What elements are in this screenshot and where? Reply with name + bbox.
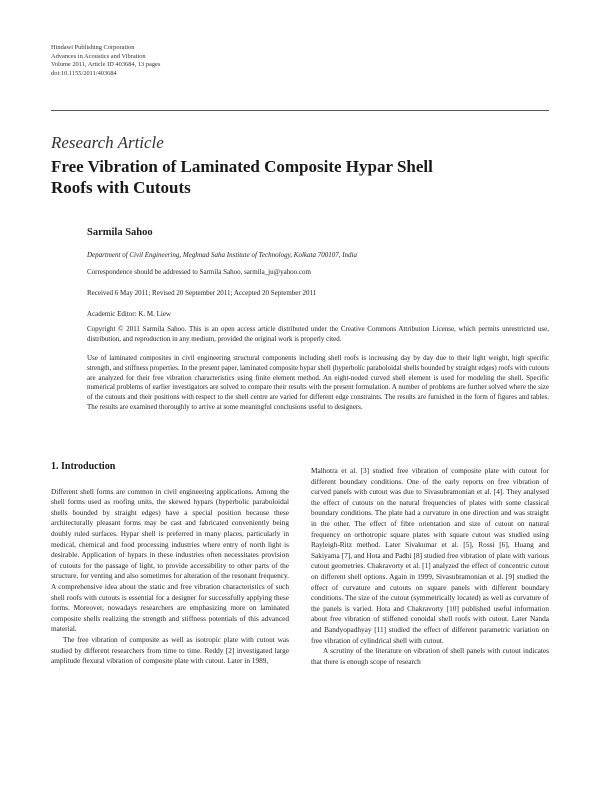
left-column	[51, 462, 289, 667]
section-heading: 1. Introduction	[51, 461, 116, 472]
abstract: Use of laminated composites in civil engineering structural components including shell roofs is increasing day by day due to their light weight, high specific strength, and stiffness properties. In the present paper, laminated composite hypar shell (hyperbolic paraboloidal shells bounded by straight edges) roofs with cutouts are analyzed for their free vibration characteristics using finite element method. An eight-noded curved shell element is used for modeling the shell. Specific numerical problems of earlier investigators are solved to compare their results with the present formulation. A number of problems are further solved where the size of the cutouts and their positions with respect to the shell centre are varied for different edge constraints. The results are furnished in the form of figures and tables. The results are examined thoroughly to arrive at some meaningful conclusions useful to designers.	[87, 354, 549, 411]
doi: doi:10.1155/2011/403684	[51, 69, 117, 77]
author-name: Sarmila Sahoo	[87, 227, 153, 238]
copyright-notice: Copyright © 2011 Sarmila Sahoo. This is an open access article distributed under the Creative Commons Attribution License, which permits unrestricted use, distribution, and reproduction in any medium, provided the original work is properly cited.	[87, 325, 549, 343]
right-column	[311, 466, 549, 667]
journal-name: Advances in Acoustics and Vibration	[51, 52, 146, 60]
article-title: Free Vibration of Laminated Composite Hypar Shell Roofs with Cutouts	[51, 157, 433, 197]
publication-info	[51, 44, 160, 78]
author-affiliation: Department of Civil Engineering, Meghnad Saha Institute of Technology, Kolkata 700107, India	[87, 251, 357, 259]
article-type: Research Article	[51, 133, 164, 152]
volume-info: Volume 2011, Article ID 403684, 13 pages	[51, 61, 161, 69]
academic-editor: Academic Editor: K. M. Liew	[87, 310, 171, 318]
correspondence-line: Correspondence should be addressed to Sarmila Sahoo, sarmila_ju@yahoo.com	[87, 268, 311, 276]
publisher-name: Hindawi Publishing Corporation	[51, 44, 135, 51]
body-paragraph: A scrutiny of the literature on vibration of shell panels with cutout indicates that there is enough scope of research	[311, 646, 549, 666]
submission-dates: Received 6 May 2011; Revised 20 September 2011; Accepted 20 September 2011	[87, 289, 317, 297]
body-paragraph: Malhotra et al. [3] studied free vibration of composite plate with cutout for different boundary conditions. One of the early reports on free vibration of curved panels with cutout was due to Sivasubramonian et al. [4]. They analysed the effect of cutouts on the natural frequencies of plates with some classical boundary conditions. The plate had a curvature in one direction and was straight in the other. The effect of fibre orientation and size of cutout on natural frequency on orthotropic square plates with square cutout was studied using Rayleigh-Ritz method. Later Sivakumar et al. [5], Rossi [6], Huang and Sakiyama [7], and Hota and Padhi [8] studied free vibration of plate with various cutout geometries. Chakravorty et al. [1] analyzed the effect of concentric cutout on different shell options. Again in 1999, Sivasubramonian et al. [9] studied the effect of curvature and cutouts on square panels with different boundary conditions. The size of the cutout (symmetrically located) as well as curvature of the panels is varied. Hota and Chakravorty [10] published useful information about free vibration of stiffened conoidal shell roofs with cutout. Later Nanda and Bandyopadhyay [11] studied the effect of different parametric variation on free vibration of cylindrical shell with cutout.	[311, 466, 549, 645]
body-paragraph: The free vibration of composite as well as isotropic plate with cutout was studied by different researchers from time to time. Reddy [2] investigated large amplitude flexural vibration of composite plate with cutout. Later in 1989,	[51, 634, 289, 666]
body-paragraph: Different shell forms are common in civil engineering applications. Among the shell forms used as roofing units, the skewed hypars (hyperbolic paraboloidal shells bounded by straight edges) have a special position because these architecturally pleasant forms may be cast and fabricated conveniently being doubly ruled surfaces. Hypar shell is preferred in many places, particularly in medical, chemical and food processing industries where entry of north light is desirable. Application of hypars in these industries often necessitates provision of cutouts for the passage of light, to provide accessibility to other parts of the structure, for venting and also sometimes for alteration of the resonant frequency. A comprehensive idea about the static and free vibration characteristics of such shell roofs with cutouts is essential for a designer for successfully applying these forms. Moreover, nowadays researchers are emphasizing more on laminated composite shells realizing the strength and stiffness potentials of this advanced material.	[51, 486, 289, 634]
header-divider	[51, 110, 549, 111]
